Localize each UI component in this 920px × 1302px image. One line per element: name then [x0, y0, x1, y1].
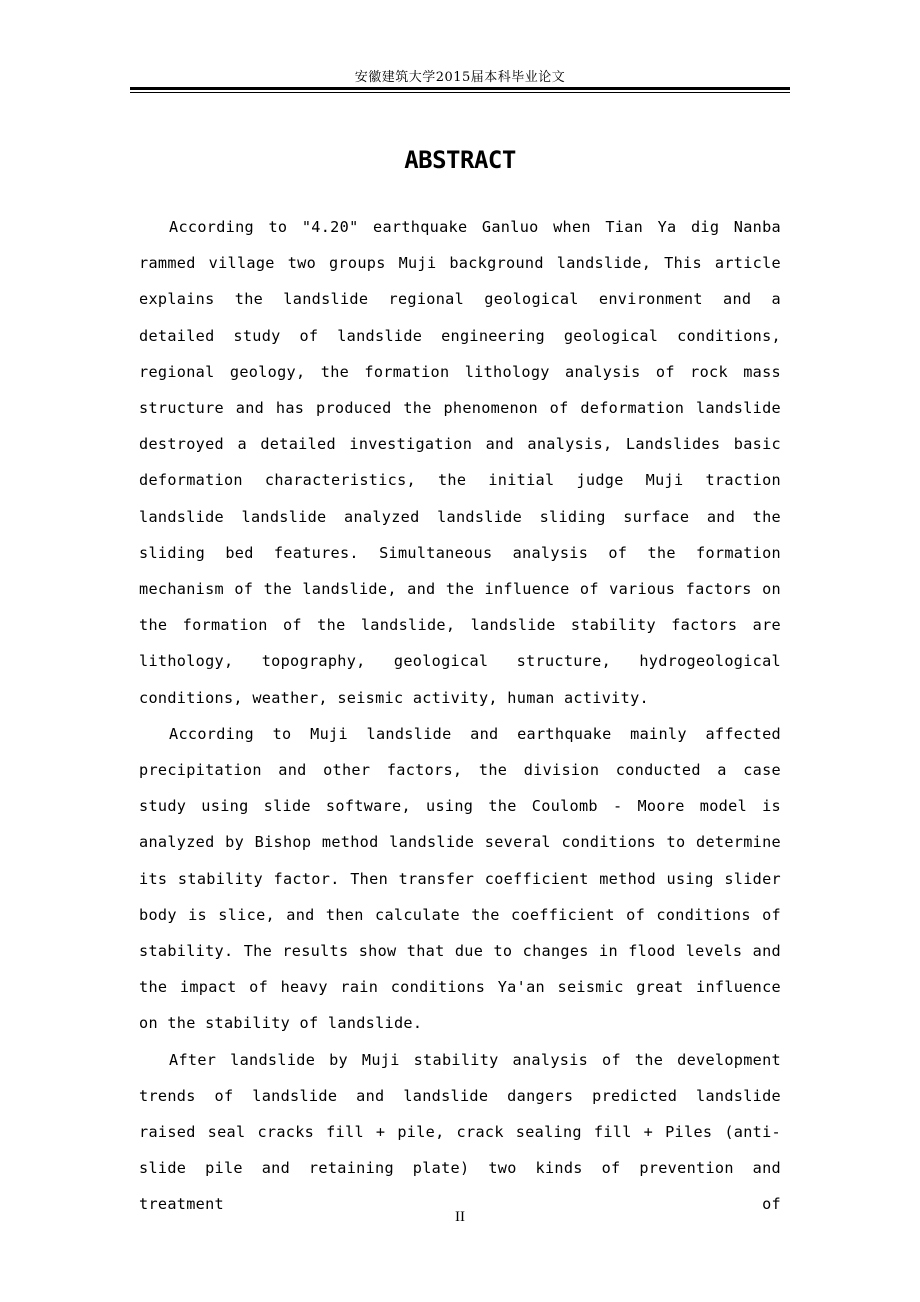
- page-number: II: [455, 1209, 465, 1225]
- abstract-body: [139, 209, 781, 1223]
- header-rule-thin: [130, 92, 790, 93]
- abstract-paragraph-2: According to Muji landslide and earthquake mainly affected precipitation and other factors, the division conducted a case study using slide software, using the Coulomb - Moore model is analyzed by Bishop method landslide several conditions to determine its stability factor. Then transfer coefficient method using slider body is slice, and then calculate the coefficient of conditions of stability. The results show that due to changes in flood levels and the impact of heavy rain conditions Ya'an seismic great influence on the stability of landslide.: [139, 724, 781, 1033]
- abstract-paragraph-3: After landslide by Muji stability analysis of the development trends of landslide and landslide dangers predicted landslide raised seal cracks fill + pile, crack sealing fill + Piles (anti-slide pile and retaining plate) two kinds of prevention and treatment of: [139, 1050, 781, 1214]
- page-title: ABSTRACT: [404, 146, 516, 174]
- running-header: 安徽建筑大学2015届本科毕业论文: [354, 70, 566, 85]
- header-rule-thick: [130, 87, 790, 90]
- abstract-paragraph-1: According to "4.20" earthquake Ganluo when Tian Ya dig Nanba rammed village two groups Muji background landslide, This article explains the landslide regional geological environment and a detailed study of landslide engineering geological conditions, regional geology, the formation lithology analysis of rock mass structure and has produced the phenomenon of deformation landslide destroyed a detailed investigation and analysis, Landslides basic deformation characteristics, the initial judge Muji traction landslide landslide analyzed landslide sliding surface and the sliding bed features. Simultaneous analysis of the formation mechanism of the landslide, and the influence of various factors on the formation of the landslide, landslide stability factors are lithology, topography, geological structure, hydrogeological conditions, weather, seismic activity, human activity.: [139, 218, 781, 707]
